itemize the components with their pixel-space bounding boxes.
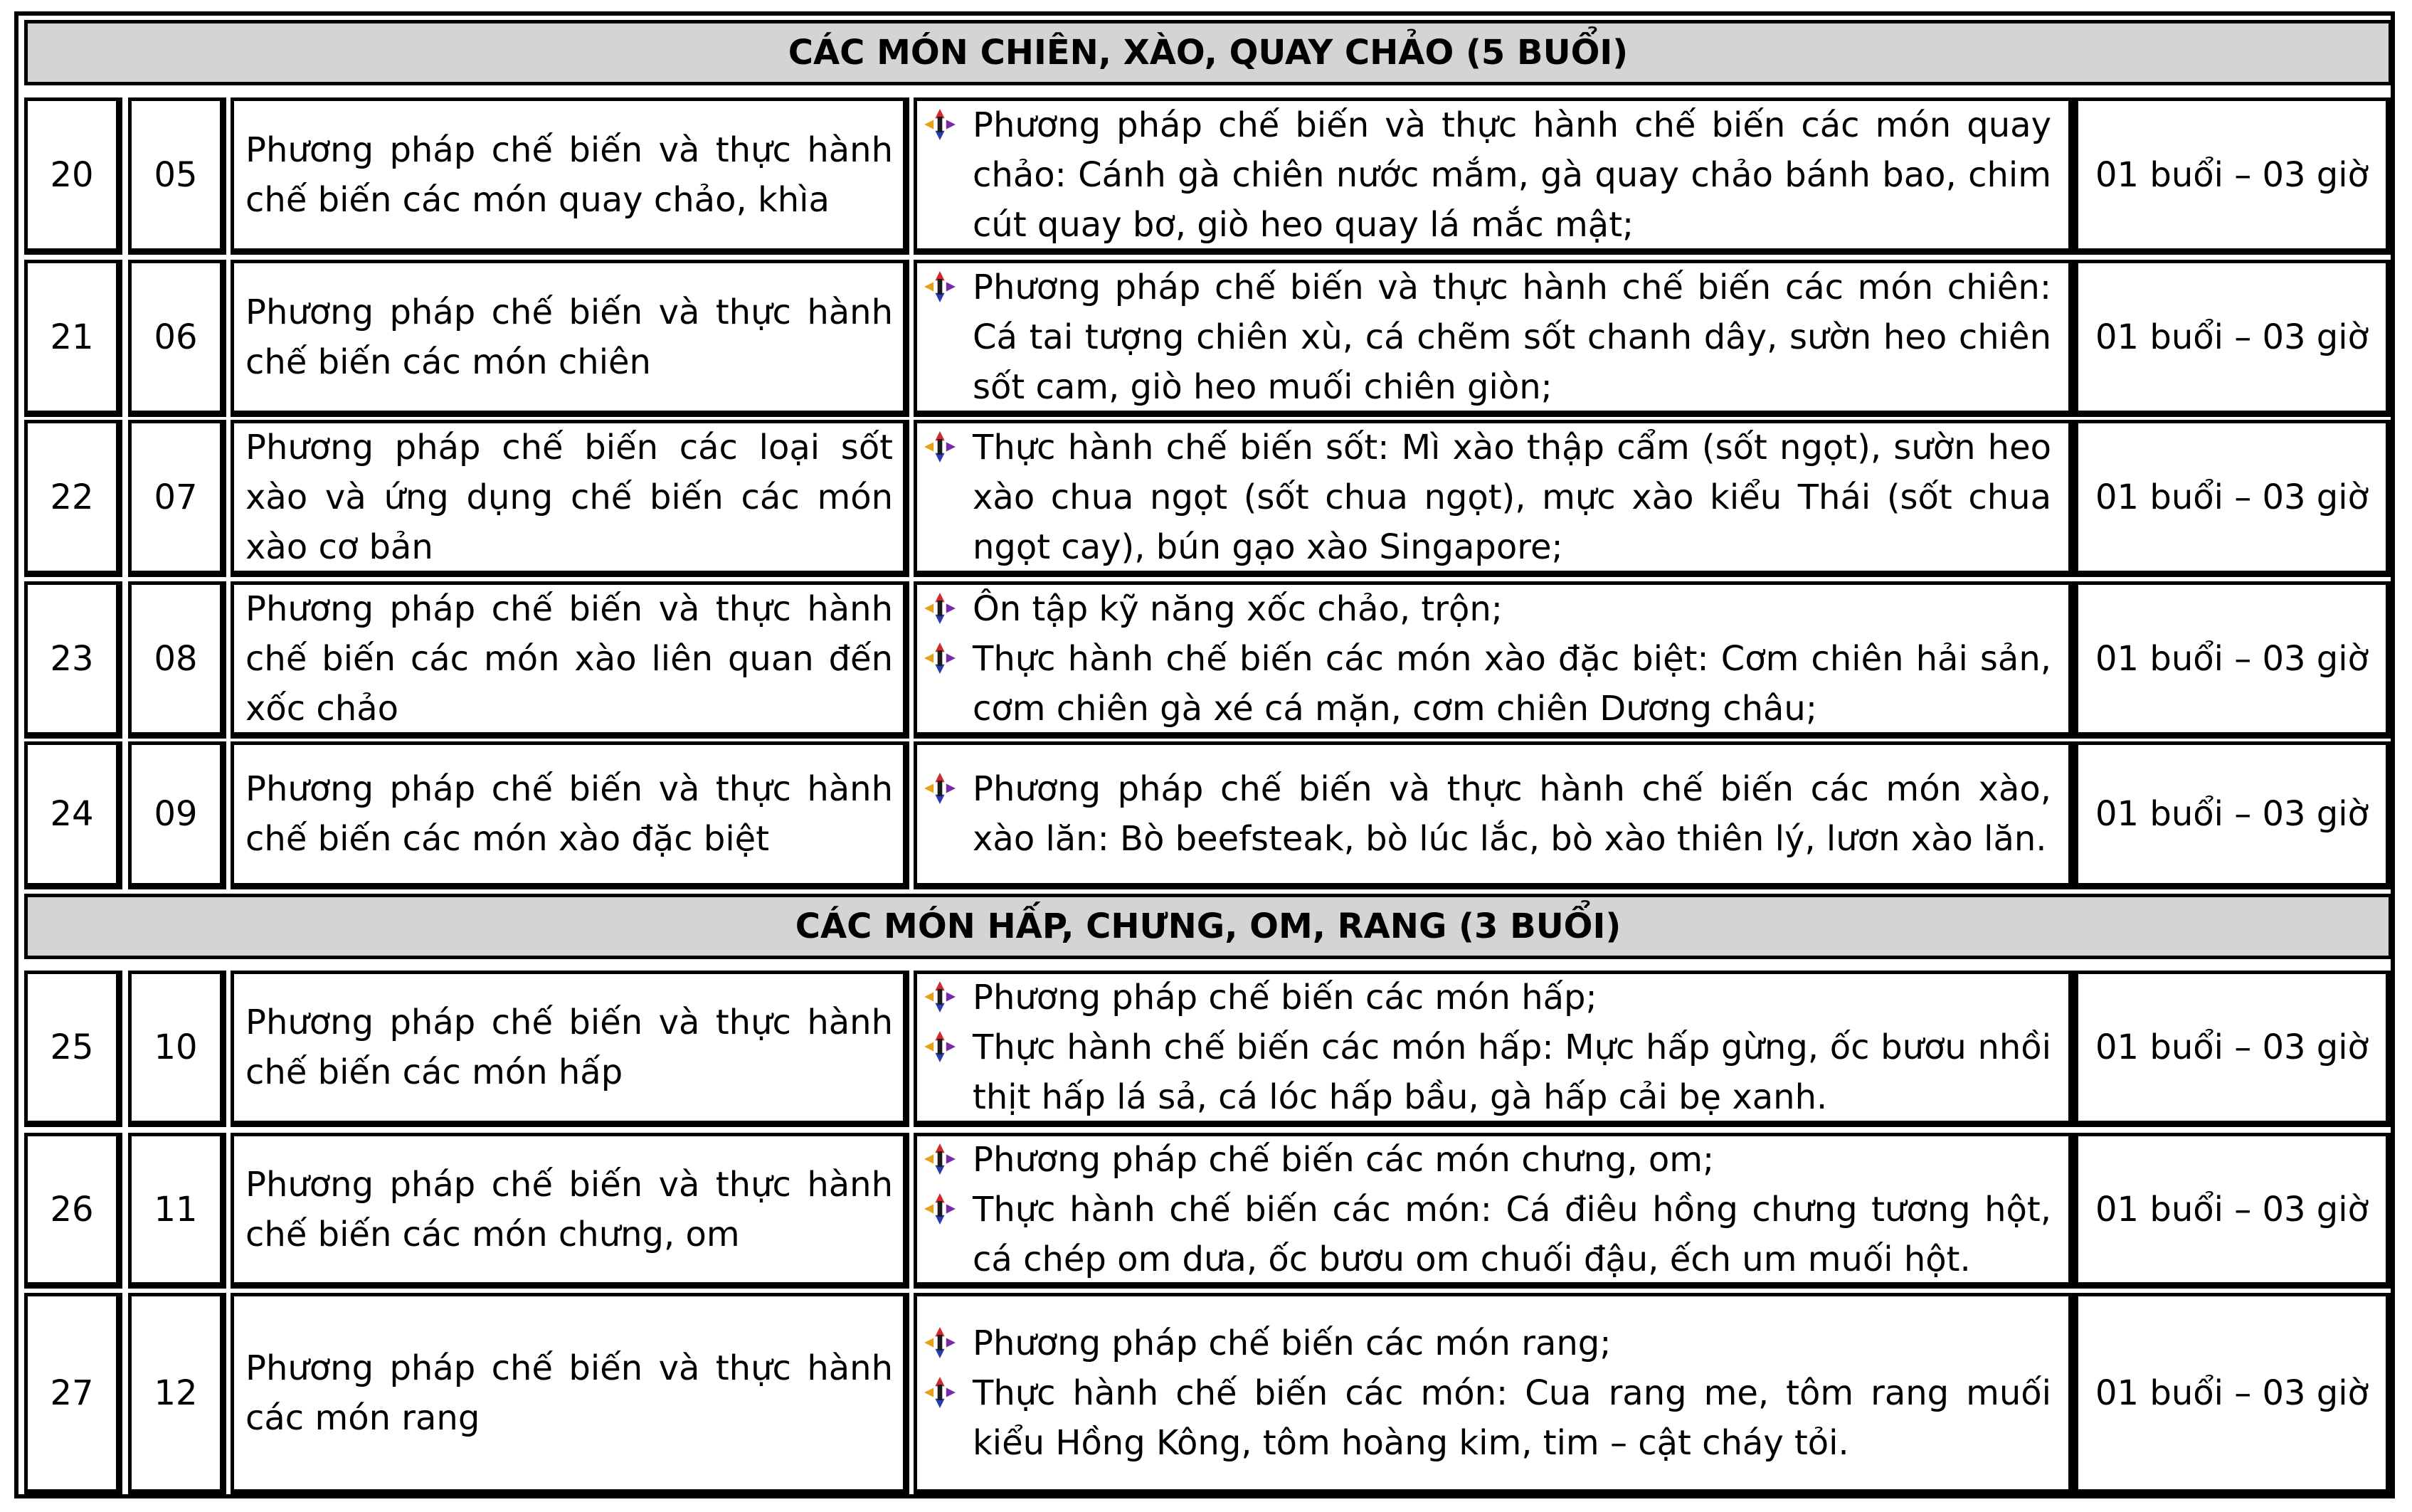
lesson-number: 12: [128, 1293, 226, 1496]
content-text: Phương pháp chế biến các món hấp;: [973, 978, 1597, 1017]
four-arrow-bullet-icon: [924, 1193, 956, 1225]
lesson-content: [914, 581, 2075, 739]
lesson-duration: 01 buổi – 03 giờ: [2075, 1293, 2392, 1496]
row-index: 21: [24, 260, 122, 417]
lesson-duration: 01 buổi – 03 giờ: [2075, 1133, 2392, 1289]
content-bullet: [924, 423, 2051, 572]
lesson-number: 10: [128, 971, 226, 1127]
lesson-topic: Phương pháp chế biến và thực hành chế biến các món hấp: [231, 971, 909, 1127]
lesson-duration: 01 buổi – 03 giờ: [2075, 581, 2392, 739]
lesson-duration: 01 buổi – 03 giờ: [2075, 420, 2392, 577]
lesson-number: 06: [128, 260, 226, 417]
lesson-content: [914, 420, 2075, 577]
row-index: 22: [24, 420, 122, 577]
lesson-number: 05: [128, 97, 226, 255]
row-index: 23: [24, 581, 122, 739]
section-header: CÁC MÓN HẤP, CHƯNG, OM, RANG (3 BUỔI): [24, 894, 2392, 959]
four-arrow-bullet-icon: [924, 1377, 956, 1408]
lesson-content: [914, 97, 2075, 255]
lesson-duration: 01 buổi – 03 giờ: [2075, 741, 2392, 889]
content-bullet: [924, 634, 2051, 734]
lesson-topic: Phương pháp chế biến và thực hành chế biến các món xào đặc biệt: [231, 741, 909, 889]
lesson-content: [914, 1133, 2075, 1289]
row-index: 24: [24, 741, 122, 889]
content-bullet: [924, 973, 2051, 1022]
content-text: Thực hành chế biến các món xào đặc biệt: Cơm chiên hải sản, cơm chiên gà xé cá mặn, cơm chiên Dương châu;: [973, 638, 2051, 729]
content-text: Thực hành chế biến sốt: Mì xào thập cẩm (sốt ngọt), sườn heo xào chua ngọt (sốt chua ngọt), mực xào kiểu Thái (sốt chua ngọt cay), bún gạo xào Singapore;: [973, 427, 2051, 567]
content-bullet: [924, 1368, 2051, 1468]
row-index: 20: [24, 97, 122, 255]
content-text: Phương pháp chế biến các món chưng, om;: [973, 1139, 1715, 1180]
lesson-topic: Phương pháp chế biến và thực hành chế biến các món chiên: [231, 260, 909, 417]
lesson-number: 07: [128, 420, 226, 577]
content-text: Phương pháp chế biến và thực hành chế biến các món chiên: Cá tai tượng chiên xù, cá chẽm sốt chanh dây, sườn heo chiên sốt cam, giò heo muối chiên giòn;: [973, 267, 2051, 407]
content-bullet: [924, 584, 2051, 634]
four-arrow-bullet-icon: [924, 271, 956, 302]
lesson-duration: 01 buổi – 03 giờ: [2075, 260, 2392, 417]
row-index: 26: [24, 1133, 122, 1289]
lesson-topic: Phương pháp chế biến các loại sốt xào và ứng dụng chế biến các món xào cơ bản: [231, 420, 909, 577]
content-bullet: [924, 1022, 2051, 1122]
four-arrow-bullet-icon: [924, 643, 956, 674]
lesson-topic: Phương pháp chế biến và thực hành chế biến các món xào liên quan đến xốc chảo: [231, 581, 909, 739]
content-text: Thực hành chế biến các món hấp: Mực hấp gừng, ốc bươu nhồi thịt hấp lá sả, cá lóc hấp bầu, gà hấp cải bẹ xanh.: [973, 1027, 2051, 1117]
content-text: Ôn tập kỹ năng xốc chảo, trộn;: [973, 588, 1503, 629]
lesson-content: [914, 260, 2075, 417]
lesson-number: 09: [128, 741, 226, 889]
content-text: Phương pháp chế biến và thực hành chế biến các món xào, xào lăn: Bò beefsteak, bò lúc lắc, bò xào thiên lý, lươn xào lăn.: [973, 769, 2051, 859]
content-bullet: [924, 1318, 2051, 1368]
four-arrow-bullet-icon: [924, 1031, 956, 1062]
four-arrow-bullet-icon: [924, 431, 956, 462]
lesson-content: [914, 741, 2075, 889]
section-header: CÁC MÓN CHIÊN, XÀO, QUAY CHẢO (5 BUỔI): [24, 20, 2392, 85]
row-index: 27: [24, 1293, 122, 1496]
lesson-content: [914, 1293, 2075, 1496]
content-bullet: [924, 100, 2051, 250]
four-arrow-bullet-icon: [924, 593, 956, 624]
content-bullet: [924, 263, 2051, 412]
content-bullet: [924, 764, 2051, 864]
four-arrow-bullet-icon: [924, 109, 956, 140]
content-bullet: [924, 1135, 2051, 1185]
lesson-topic: Phương pháp chế biến và thực hành chế biến các món quay chảo, khìa: [231, 97, 909, 255]
lesson-duration: 01 buổi – 03 giờ: [2075, 97, 2392, 255]
content-text: Thực hành chế biến các món: Cua rang me, tôm rang muối kiểu Hồng Kông, tôm hoàng kim, tim – cật cháy tỏi.: [973, 1373, 2051, 1463]
four-arrow-bullet-icon: [924, 1143, 956, 1175]
content-text: Phương pháp chế biến các món rang;: [973, 1323, 1612, 1363]
four-arrow-bullet-icon: [924, 1327, 956, 1358]
lesson-number: 11: [128, 1133, 226, 1289]
four-arrow-bullet-icon: [924, 981, 956, 1013]
lesson-topic: Phương pháp chế biến và thực hành các món rang: [231, 1293, 909, 1496]
lesson-duration: 01 buổi – 03 giờ: [2075, 971, 2392, 1127]
row-index: 25: [24, 971, 122, 1127]
lesson-topic: Phương pháp chế biến và thực hành chế biến các món chưng, om: [231, 1133, 909, 1289]
lesson-content: [914, 971, 2075, 1127]
four-arrow-bullet-icon: [924, 773, 956, 804]
content-text: Phương pháp chế biến và thực hành chế biến các món quay chảo: Cánh gà chiên nước mắm, gà quay chảo bánh bao, chim cút quay bơ, giò heo quay lá mắc mật;: [973, 105, 2051, 245]
lesson-number: 08: [128, 581, 226, 739]
content-text: Thực hành chế biến các món: Cá điêu hồng chưng tương hột, cá chép om dưa, ốc bươu om chuối đậu, ếch um muối hột.: [973, 1189, 2051, 1279]
content-bullet: [924, 1185, 2051, 1284]
